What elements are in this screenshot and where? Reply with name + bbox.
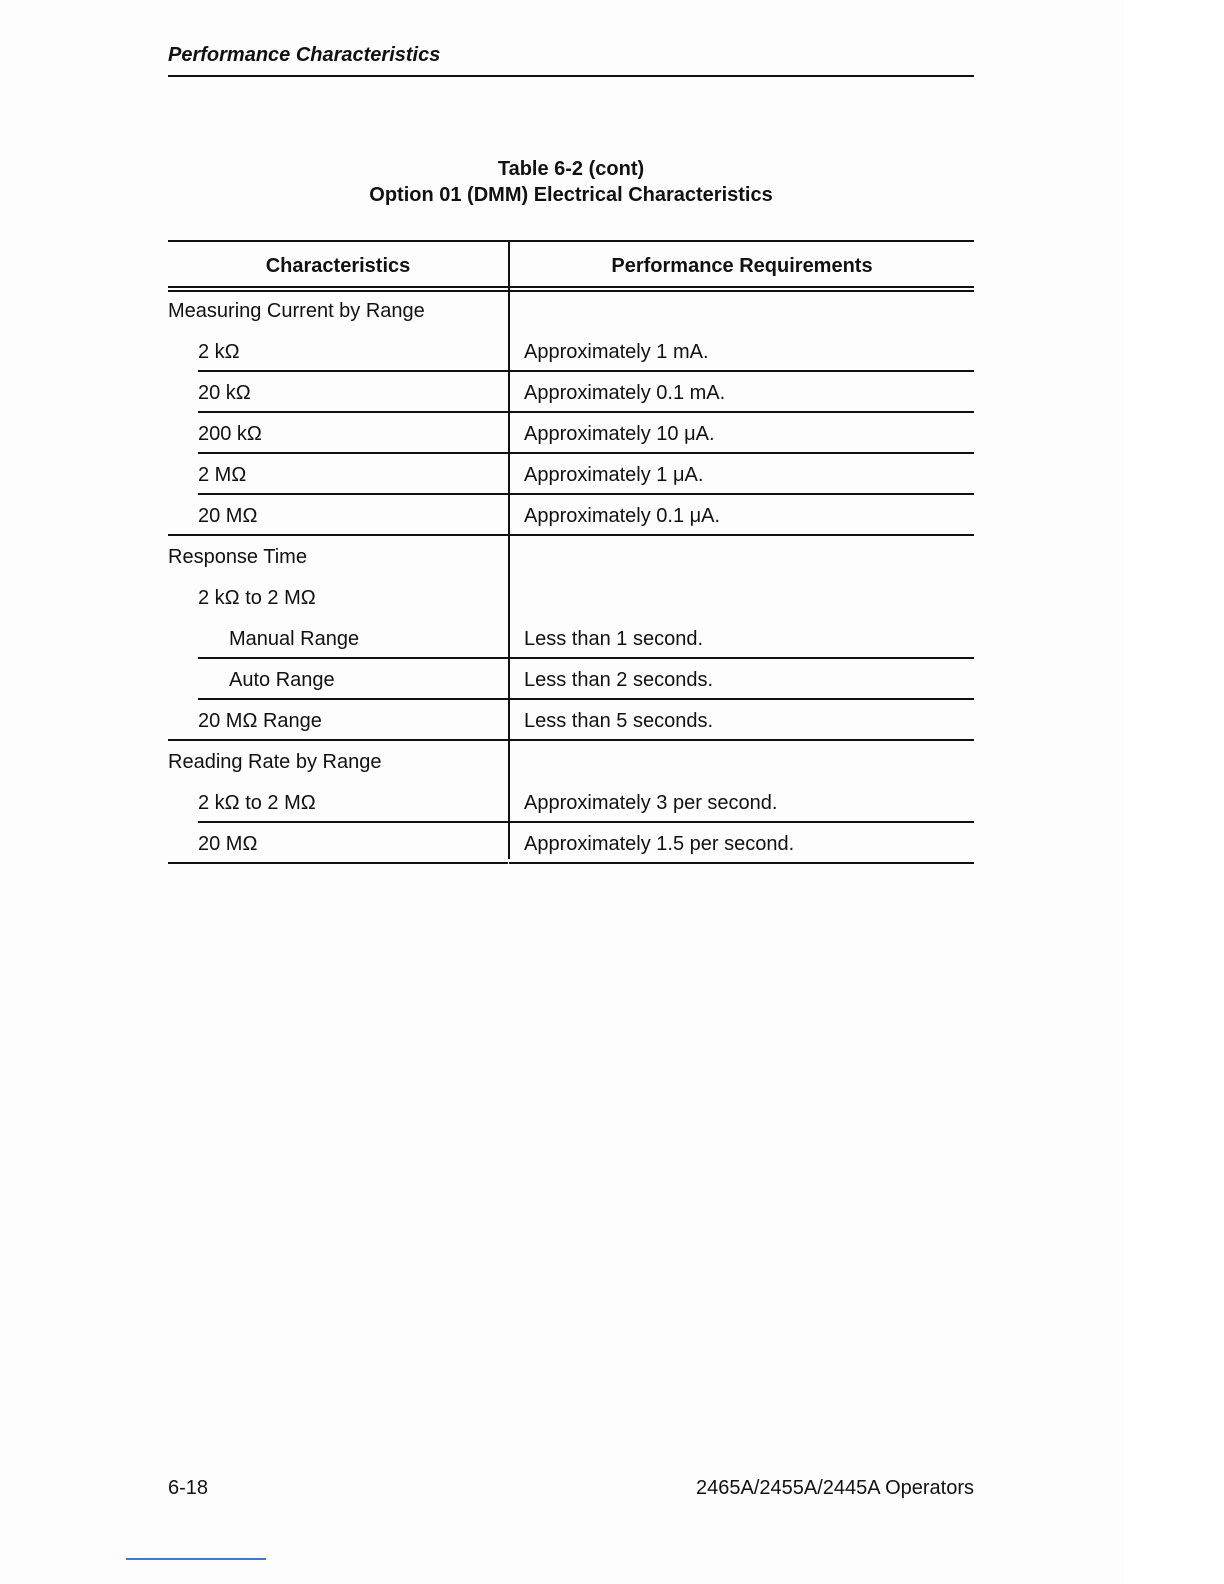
requirement-cell: Approximately 1.5 per second.	[509, 823, 974, 864]
requirement-cell: Approximately 1 mA.	[509, 331, 974, 372]
requirement-cell: Approximately 1 μA.	[509, 454, 974, 495]
spec-table	[168, 240, 974, 861]
requirement-cell	[509, 577, 974, 618]
table-caption	[168, 156, 974, 208]
requirement-cell: Approximately 10 μA.	[509, 413, 974, 454]
requirement-cell	[509, 290, 974, 331]
table-number: Table 6-2 (cont)	[497, 158, 645, 180]
characteristic-cell: 20 kΩ	[198, 372, 508, 413]
requirement-cell: Approximately 0.1 mA.	[509, 372, 974, 413]
requirement-cell	[509, 536, 974, 577]
requirement-cell: Less than 5 seconds.	[509, 700, 974, 741]
page-edge	[1124, 0, 1224, 1584]
characteristic-cell: 2 MΩ	[198, 454, 508, 495]
characteristic-cell: Measuring Current by Range	[168, 300, 425, 322]
requirement-cell: Approximately 0.1 μA.	[509, 495, 974, 536]
header-rule	[168, 75, 974, 77]
characteristic-cell: 200 kΩ	[198, 413, 508, 454]
characteristic-cell: 20 MΩ	[168, 823, 508, 864]
characteristic-cell: Manual Range	[198, 618, 508, 659]
page-number: 6-18	[168, 1477, 209, 1499]
table-title: Option 01 (DMM) Electrical Characteristics	[369, 184, 773, 206]
requirement-cell	[509, 741, 974, 782]
running-head: Performance Characteristics	[168, 44, 441, 66]
characteristic-cell: 20 MΩ	[168, 495, 508, 536]
requirement-cell: Approximately 3 per second.	[509, 782, 974, 823]
requirement-cell: Less than 2 seconds.	[509, 659, 974, 700]
characteristic-cell: 2 kΩ	[198, 331, 508, 372]
characteristic-cell: Response Time	[168, 546, 307, 568]
characteristic-cell: Reading Rate by Range	[168, 751, 382, 773]
bottom-edge-mark	[126, 1558, 266, 1560]
requirement-cell: Less than 1 second.	[509, 618, 974, 659]
column-header-characteristics: Characteristics	[265, 255, 411, 277]
characteristic-cell: 20 MΩ Range	[168, 700, 508, 741]
column-header-requirements: Performance Requirements	[611, 255, 873, 277]
characteristic-cell: 2 kΩ to 2 MΩ	[198, 587, 316, 609]
manual-title: 2465A/2455A/2445A Operators	[696, 1477, 974, 1499]
characteristic-cell: 2 kΩ to 2 MΩ	[198, 782, 508, 823]
characteristic-cell: Auto Range	[198, 659, 508, 700]
